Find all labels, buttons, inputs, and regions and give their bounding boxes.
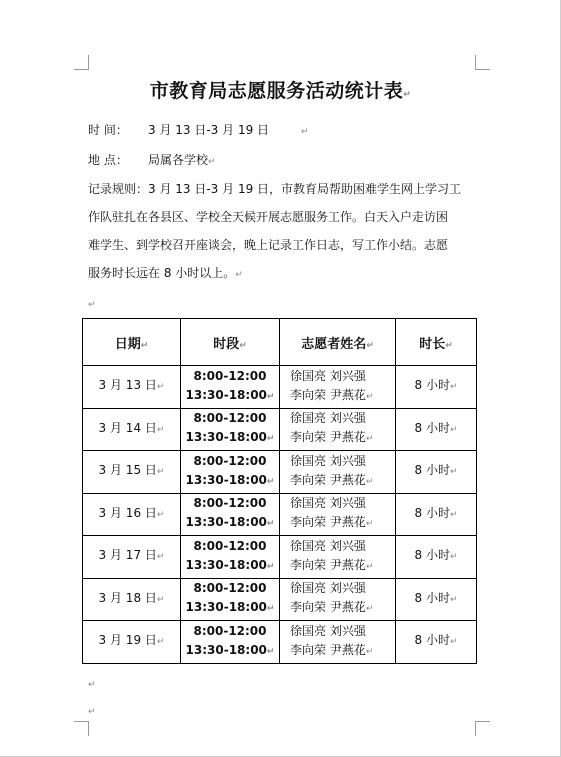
- table-row: [83, 621, 477, 664]
- names-cell[interactable]: 徐国亮 刘兴强 李向荣 尹燕花↵: [280, 493, 396, 536]
- empty-paragraph-mark: ↵: [88, 680, 96, 690]
- duration-cell[interactable]: 8 小时↵: [396, 578, 477, 621]
- margin-corner-top-right: [475, 55, 490, 70]
- duration-cell[interactable]: 8 小时↵: [396, 493, 477, 536]
- rules-line-4-text: 服务时长远在 8 小时以上。: [88, 266, 236, 280]
- names-cell[interactable]: 徐国亮 刘兴强 李向荣 尹燕花↵: [280, 451, 396, 494]
- rules-line-2[interactable]: 作队驻扎在各县区、学校全天候开展志愿服务工作。白天入户走访困: [88, 210, 449, 224]
- paragraph-mark: ↵: [208, 157, 216, 167]
- time-value: 3 月 13 日-3 月 19 日: [148, 123, 270, 137]
- period-cell[interactable]: 8:00-12:00 13:30-18:00↵: [181, 578, 280, 621]
- header-duration[interactable]: 时长↵: [396, 319, 477, 366]
- document-title[interactable]: [0, 76, 561, 103]
- period-cell[interactable]: 8:00-12:00 13:30-18:00↵: [181, 451, 280, 494]
- title-text: 市教育局志愿服务活动统计表: [149, 80, 404, 102]
- date-cell[interactable]: 3 月 19 日↵: [83, 621, 181, 664]
- date-cell[interactable]: 3 月 15 日↵: [83, 451, 181, 494]
- period-cell[interactable]: 8:00-12:00 13:30-18:00↵: [181, 621, 280, 664]
- place-line[interactable]: [88, 151, 216, 168]
- names-cell[interactable]: 徐国亮 刘兴强 李向荣 尹燕花↵: [280, 621, 396, 664]
- period-cell[interactable]: 8:00-12:00 13:30-18:00↵: [181, 536, 280, 579]
- rules-line-1[interactable]: 记录规则：3 月 13 日-3 月 19 日，市教育局帮助困难学生网上学习工: [88, 182, 462, 196]
- duration-cell[interactable]: 8 小时↵: [396, 408, 477, 451]
- table-row: [83, 366, 477, 409]
- header-volunteer-names[interactable]: 志愿者姓名↵: [280, 319, 396, 366]
- table-row: [83, 536, 477, 579]
- volunteer-table: [82, 318, 477, 664]
- rules-line-4[interactable]: [88, 264, 243, 281]
- names-cell[interactable]: 徐国亮 刘兴强 李向荣 尹燕花↵: [280, 366, 396, 409]
- table-row: [83, 493, 477, 536]
- place-label: 地 点：: [88, 153, 128, 167]
- table-header-row: [83, 319, 477, 366]
- table-row: [83, 451, 477, 494]
- names-cell[interactable]: 徐国亮 刘兴强 李向荣 尹燕花↵: [280, 578, 396, 621]
- period-cell[interactable]: 8:00-12:00 13:30-18:00↵: [181, 408, 280, 451]
- duration-cell[interactable]: 8 小时↵: [396, 366, 477, 409]
- names-cell[interactable]: 徐国亮 刘兴强 李向荣 尹燕花↵: [280, 536, 396, 579]
- rules-line-3[interactable]: 难学生、到学校召开座谈会，晚上记录工作日志，写工作小结。志愿: [88, 238, 449, 252]
- margin-corner-bottom-right: [475, 721, 490, 736]
- margin-corner-top-left: [74, 55, 89, 70]
- date-cell[interactable]: 3 月 14 日↵: [83, 408, 181, 451]
- empty-paragraph-mark: ↵: [88, 300, 96, 310]
- date-cell[interactable]: 3 月 16 日↵: [83, 493, 181, 536]
- date-cell[interactable]: 3 月 18 日↵: [83, 578, 181, 621]
- date-cell[interactable]: 3 月 13 日↵: [83, 366, 181, 409]
- table-row: [83, 408, 477, 451]
- place-value: 局属各学校: [148, 153, 209, 167]
- table-row: [83, 578, 477, 621]
- empty-paragraph-mark: ↵: [88, 707, 96, 717]
- time-label: 时 间：: [88, 123, 128, 137]
- duration-cell[interactable]: 8 小时↵: [396, 536, 477, 579]
- period-cell[interactable]: 8:00-12:00 13:30-18:00↵: [181, 493, 280, 536]
- duration-cell[interactable]: 8 小时↵: [396, 621, 477, 664]
- time-line[interactable]: [88, 121, 308, 138]
- paragraph-mark: ↵: [300, 127, 309, 137]
- paragraph-mark: ↵: [403, 90, 412, 100]
- header-period[interactable]: 时段↵: [181, 319, 280, 366]
- names-cell[interactable]: 徐国亮 刘兴强 李向荣 尹燕花↵: [280, 408, 396, 451]
- period-cell[interactable]: 8:00-12:00 13:30-18:00↵: [181, 366, 280, 409]
- paragraph-mark: ↵: [235, 270, 243, 280]
- margin-corner-bottom-left: [74, 721, 89, 736]
- duration-cell[interactable]: 8 小时↵: [396, 451, 477, 494]
- date-cell[interactable]: 3 月 17 日↵: [83, 536, 181, 579]
- header-date[interactable]: 日期↵: [83, 319, 181, 366]
